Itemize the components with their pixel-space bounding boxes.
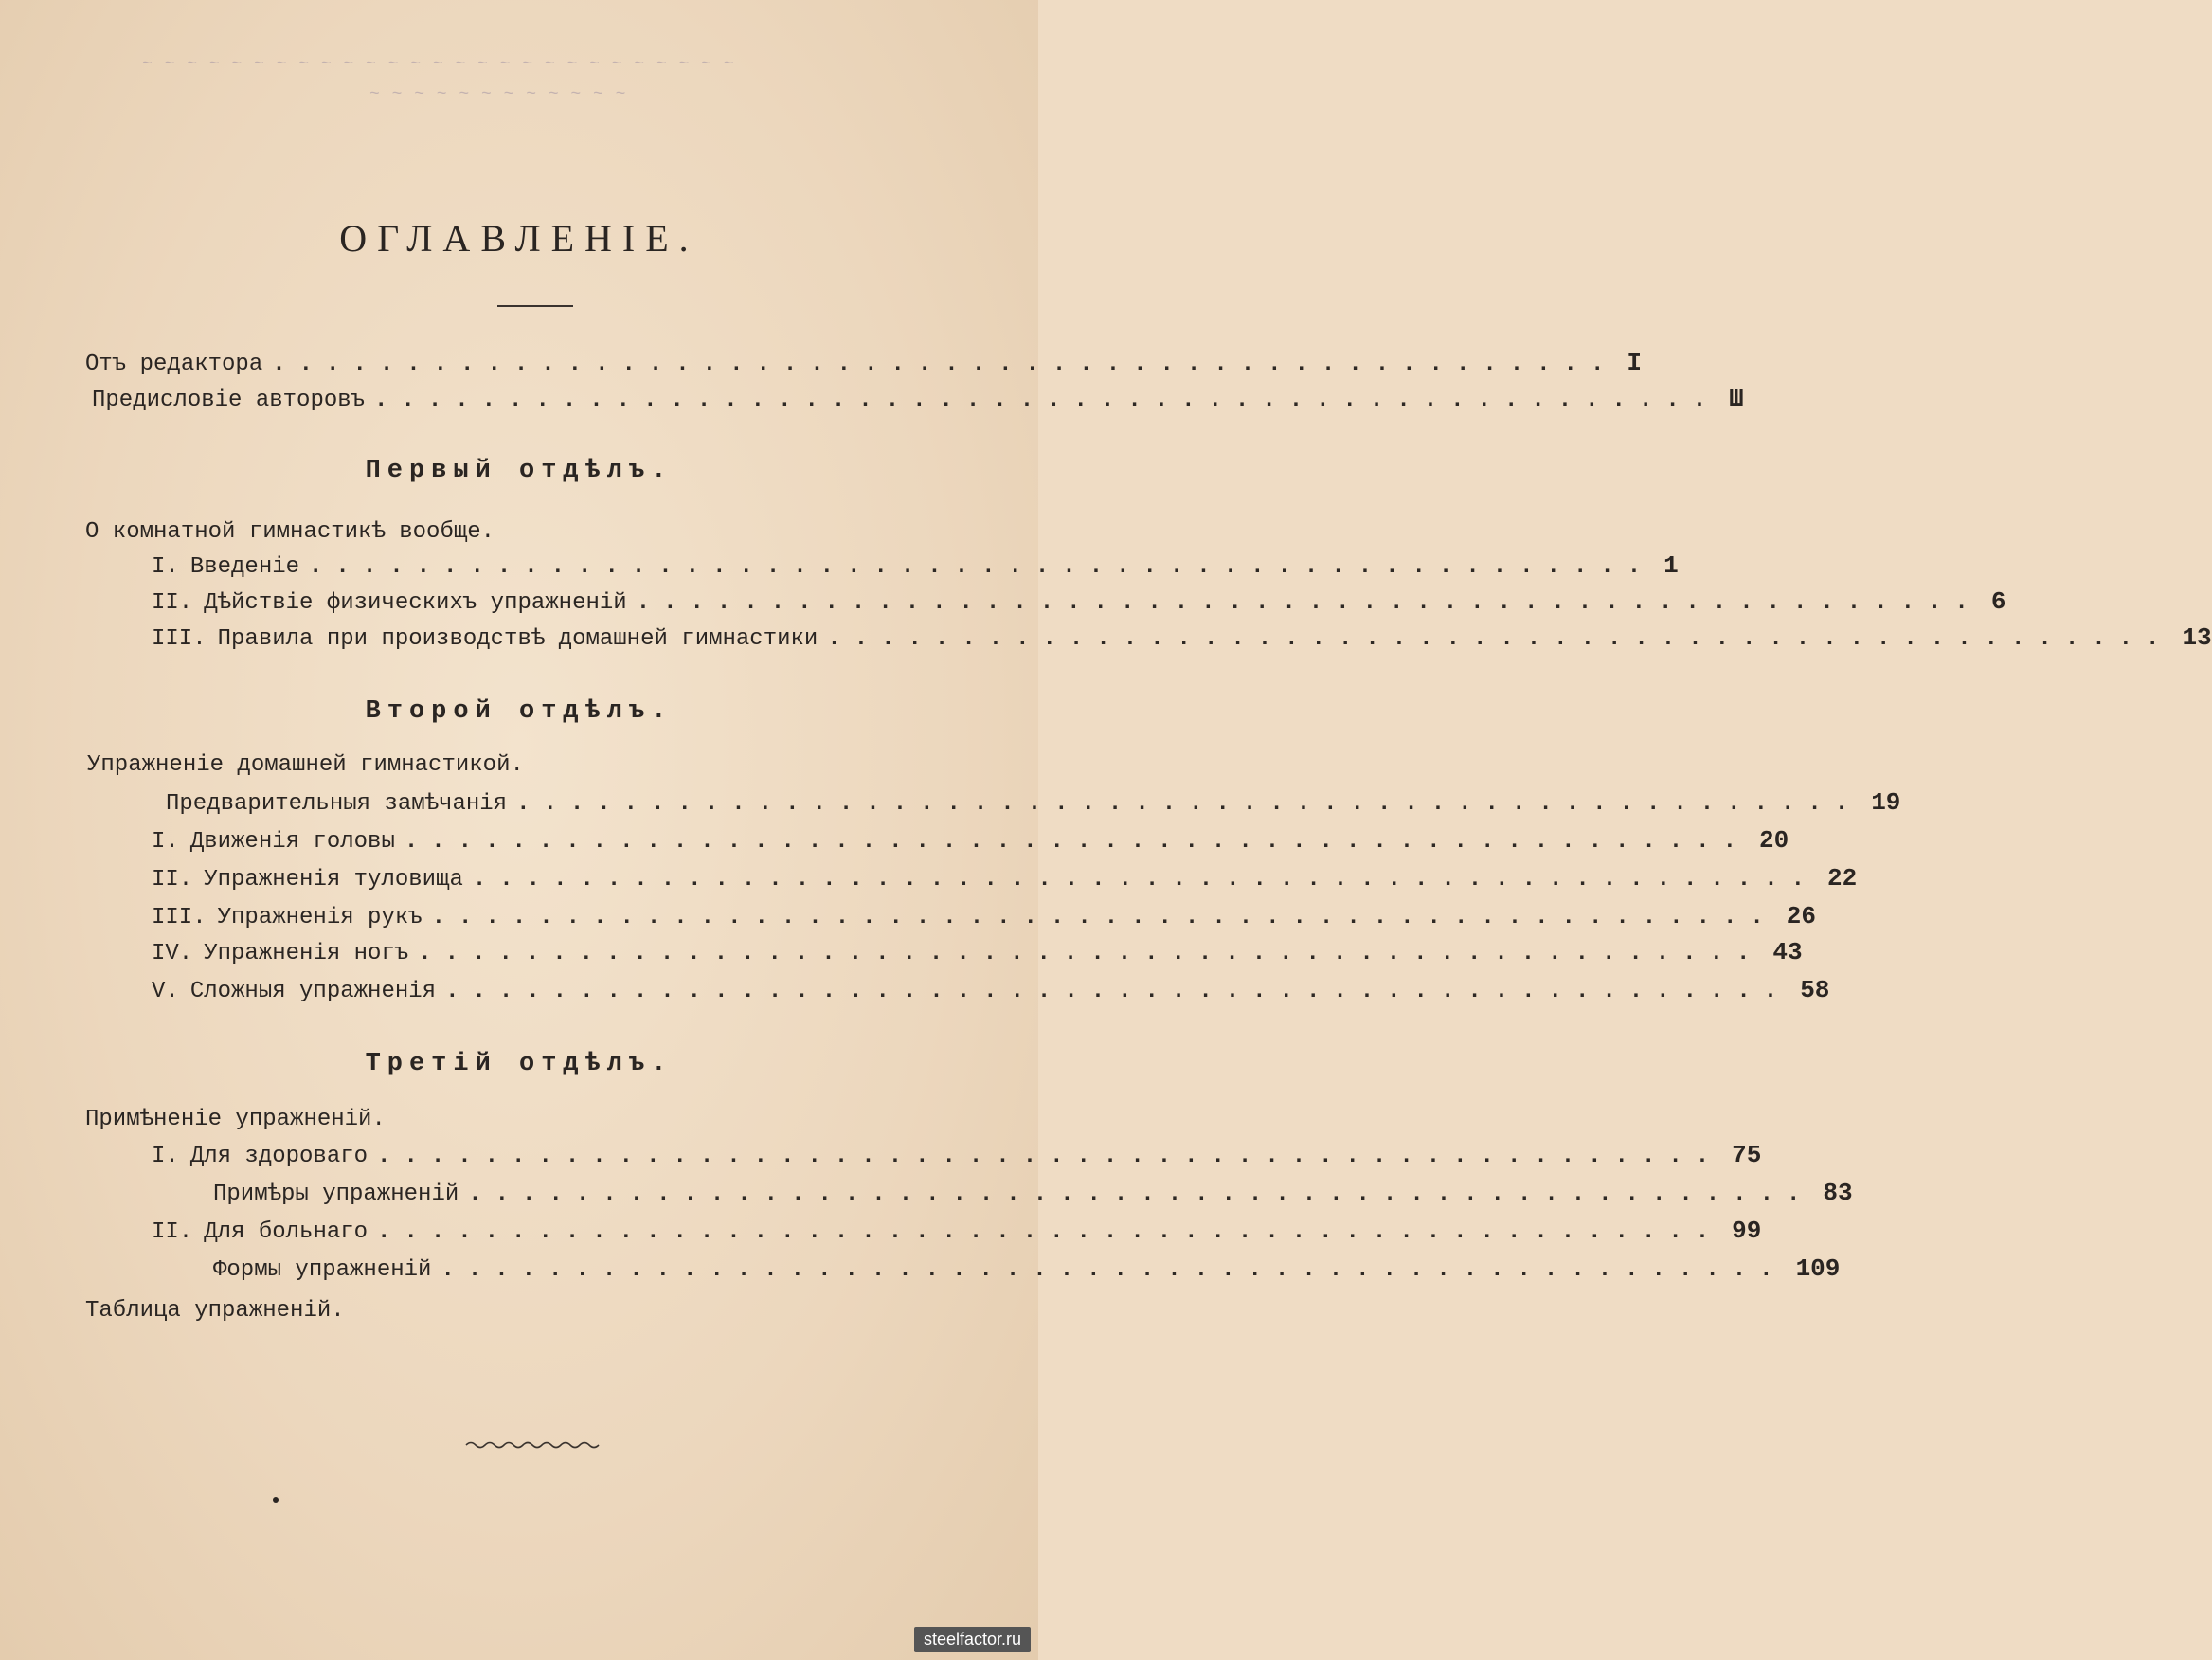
- table-entry: Таблица упражненій.: [85, 1298, 345, 1324]
- entry-page: 109: [1795, 1254, 1841, 1283]
- bleed-through-text: ~ ~ ~ ~ ~ ~ ~ ~ ~ ~ ~ ~: [369, 85, 627, 104]
- entry-page: 99: [1732, 1217, 1762, 1245]
- title-rule: [497, 305, 573, 307]
- entry-page: 20: [1758, 826, 1789, 855]
- leader-dots: ..................................................: [516, 791, 1862, 817]
- entry-number: II.: [152, 590, 193, 616]
- entry-label: Сложныя упражненія: [189, 979, 437, 1004]
- entry-label: Правила при производствѣ домашней гимнастики: [217, 626, 818, 652]
- entry-label: Примѣры упражненій: [213, 1182, 459, 1207]
- entry-label: Формы упражненій: [213, 1257, 432, 1283]
- entry-page: 1: [1663, 551, 1679, 580]
- entry-page: 75: [1732, 1141, 1762, 1169]
- entry-number: III.: [152, 626, 207, 652]
- entry-label: Для больнаго: [204, 1219, 369, 1245]
- toc-entry: [152, 864, 1858, 898]
- toc-entry: [152, 1217, 1762, 1251]
- leader-dots: ..................................................: [431, 905, 1777, 930]
- toc-entry: [152, 902, 1816, 936]
- entry-page: 19: [1871, 788, 1901, 817]
- entry-number: I.: [152, 829, 179, 855]
- entry-number: IV.: [152, 941, 193, 966]
- entry-page: 43: [1772, 938, 1803, 966]
- section-intro: Упражненіе домашней гимнастикой.: [87, 752, 524, 778]
- entry-page: 83: [1823, 1179, 1853, 1207]
- leader-dots: ..................................................: [272, 352, 1618, 377]
- entry-label: Предварительныя замѣчанія: [166, 791, 508, 817]
- ink-dot: [273, 1497, 279, 1503]
- entry-page: 6: [1990, 587, 2006, 616]
- entry-label: Предисловіе авторовъ: [92, 388, 366, 413]
- toc-entry: [152, 976, 1830, 1010]
- entry-page: 26: [1786, 902, 1816, 930]
- entry-label: Введеніе: [189, 554, 300, 580]
- entry-label: Упражненія рукъ: [217, 905, 423, 930]
- entry-page: 13: [2182, 623, 2212, 652]
- leader-dots: ..................................................: [827, 626, 2173, 652]
- leader-dots: ..................................................: [374, 388, 1720, 413]
- toc-entry: [152, 938, 1803, 972]
- entry-number: I.: [152, 1144, 179, 1169]
- leader-dots: ..................................................: [468, 1182, 1814, 1207]
- leader-dots: ..................................................: [377, 1144, 1723, 1169]
- toc-entry: [152, 1141, 1762, 1175]
- entry-label: Для здороваго: [189, 1144, 369, 1169]
- leader-dots: ..................................................: [445, 979, 1791, 1004]
- toc-entry: [85, 349, 1642, 383]
- leader-dots: ..................................................: [309, 554, 1655, 580]
- leader-dots: ..................................................: [418, 941, 1764, 966]
- toc-entry: [213, 1179, 1853, 1213]
- entry-label: Упражненія ногъ: [204, 941, 409, 966]
- entry-page: Ш: [1729, 385, 1744, 413]
- toc-entry: [166, 788, 1901, 822]
- entry-number: II.: [152, 1219, 193, 1245]
- toc-entry: [152, 623, 2212, 658]
- section-intro: О комнатной гимнастикѣ вообще.: [85, 519, 495, 545]
- leader-dots: ..................................................: [441, 1257, 1787, 1283]
- toc-entry: [152, 587, 2006, 622]
- entry-label: Отъ редактора: [85, 352, 263, 377]
- entry-number: I.: [152, 554, 179, 580]
- leader-dots: ..................................................: [377, 1219, 1723, 1245]
- entry-page: 22: [1827, 864, 1858, 893]
- toc-entry: [92, 385, 1744, 419]
- entry-label: Дѣйствіе физическихъ упражненій: [204, 590, 627, 616]
- section-heading: Третій отдѣлъ.: [365, 1050, 674, 1078]
- entry-page: 58: [1800, 976, 1830, 1004]
- entry-number: III.: [152, 905, 207, 930]
- watermark-label: steelfactor.ru: [914, 1627, 1031, 1652]
- entry-number: II.: [152, 867, 193, 893]
- toc-entry: [152, 826, 1789, 860]
- entry-number: V.: [152, 979, 179, 1004]
- entry-label: Движенія головы: [189, 829, 395, 855]
- toc-entry: [152, 551, 1679, 586]
- leader-dots: ..................................................: [636, 590, 1982, 616]
- section-intro: Примѣненіе упражненій.: [85, 1107, 386, 1132]
- toc-entry: [213, 1254, 1841, 1289]
- leader-dots: ..................................................: [472, 867, 1818, 893]
- entry-page: I: [1627, 349, 1642, 377]
- section-heading: Первый отдѣлъ.: [365, 457, 674, 485]
- page-title: ОГЛАВЛЕНІЕ.: [339, 217, 699, 260]
- entry-label: Упражненія туловища: [204, 867, 463, 893]
- section-heading: Второй отдѣлъ.: [365, 697, 674, 726]
- leader-dots: ..................................................: [404, 829, 1750, 855]
- ornament-squiggle: [464, 1438, 606, 1452]
- bleed-through-text: ~ ~ ~ ~ ~ ~ ~ ~ ~ ~ ~ ~ ~ ~ ~ ~ ~ ~ ~ ~ ~ ~ ~ ~ ~ ~ ~: [142, 55, 735, 74]
